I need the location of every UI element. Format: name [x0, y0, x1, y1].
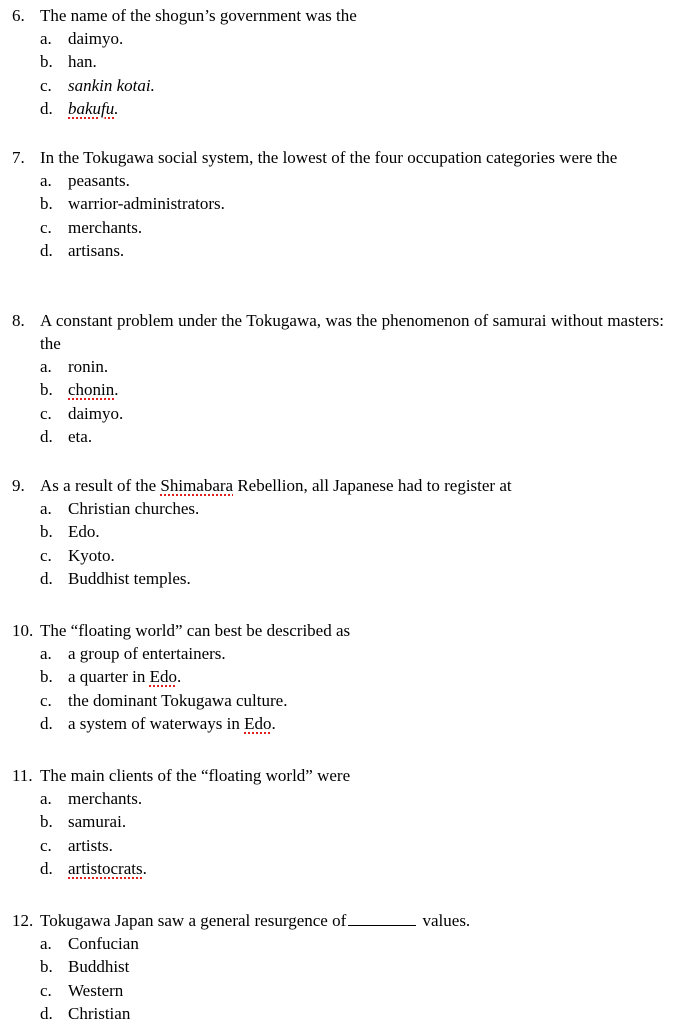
option-b [0, 520, 688, 543]
misspelled-word[interactable]: artistocrats [68, 859, 143, 879]
question-11 [0, 764, 688, 881]
option-c [0, 544, 688, 567]
option-letter: d. [40, 569, 53, 589]
option-d [0, 712, 688, 735]
question-text [40, 909, 470, 932]
question-number: 7. [12, 148, 25, 167]
option-text: han. [68, 52, 97, 72]
option-text: peasants. [68, 171, 130, 190]
option-letter: b. [40, 667, 53, 687]
option-letter: c. [40, 835, 52, 855]
option-letter: a. [40, 357, 52, 376]
misspelled-word[interactable]: bakufu [68, 99, 115, 119]
option-letter: d. [40, 99, 53, 119]
fill-in-blank[interactable] [348, 911, 416, 926]
option-text: the dominant Tokugawa culture. [68, 690, 288, 710]
option-text: merchants. [68, 217, 143, 237]
option-text: artisans. [68, 241, 125, 261]
option-text: a group of entertainers. [68, 644, 226, 663]
option-letter: b. [40, 380, 53, 400]
option-letter: b. [40, 52, 53, 72]
option-text [68, 712, 276, 735]
option-letter: a. [40, 29, 52, 48]
option-text [68, 857, 147, 880]
option-d [0, 857, 688, 880]
option-c [0, 979, 688, 1002]
question-10 [0, 619, 688, 736]
question-number: 9. [12, 476, 25, 495]
option-d [0, 239, 688, 262]
option-letter: a. [40, 789, 52, 808]
question-8 [0, 309, 688, 449]
option-c [0, 402, 688, 425]
option-letter: b. [40, 957, 53, 977]
question-text-part: Rebellion, all Japanese had to register at [233, 476, 512, 495]
option-text: Christian churches. [68, 499, 200, 518]
question-number: 12. [12, 911, 34, 930]
misspelled-word[interactable]: chonin [68, 380, 115, 400]
option-text [68, 378, 119, 401]
option-letter: a. [40, 499, 52, 518]
question-number: 11. [12, 766, 33, 785]
option-text: samurai. [68, 812, 127, 832]
option-punct: . [271, 714, 276, 734]
option-c [0, 216, 688, 239]
option-b [0, 810, 688, 833]
option-c [0, 74, 688, 97]
question-number: 10. [12, 621, 34, 640]
misspelled-word[interactable]: Edo [149, 667, 178, 687]
option-letter: c. [40, 690, 52, 710]
option-a [0, 355, 688, 378]
option-punct: . [142, 859, 147, 879]
question-text [40, 474, 512, 497]
option-letter: b. [40, 812, 53, 832]
option-b [0, 378, 688, 401]
option-letter: a. [40, 171, 52, 190]
option-c [0, 689, 688, 712]
option-b [0, 665, 688, 688]
question-text: The “floating world” can best be described as [40, 621, 351, 640]
option-a [0, 787, 688, 810]
option-text [68, 97, 119, 120]
option-b [0, 50, 688, 73]
misspelled-word[interactable]: Shimabara [160, 476, 234, 495]
option-c [0, 834, 688, 857]
question-text-part: values. [422, 911, 471, 930]
option-text: Edo. [68, 522, 100, 542]
option-text: sankin kotai. [68, 75, 155, 95]
option-b [0, 955, 688, 978]
option-letter: c. [40, 217, 52, 237]
option-letter: d. [40, 714, 53, 734]
option-text: warrior-administrators. [68, 194, 225, 214]
question-text: A constant problem under the Tokugawa, was the phenomenon of samurai without masters: the [40, 311, 664, 353]
option-a [0, 642, 688, 665]
option-letter: d. [40, 1004, 53, 1024]
question-text: The name of the shogun’s government was the [40, 6, 357, 25]
question-12 [0, 909, 688, 1026]
option-punct: . [114, 380, 119, 400]
option-letter: a. [40, 644, 52, 663]
option-letter: b. [40, 522, 53, 542]
option-letter: c. [40, 75, 52, 95]
question-9 [0, 474, 688, 591]
option-text: Christian [68, 1004, 131, 1024]
option-punct: . [177, 667, 182, 687]
option-text: Buddhist [68, 957, 130, 977]
question-6 [0, 4, 688, 121]
option-d [0, 567, 688, 590]
option-letter: a. [40, 934, 52, 953]
option-letter: c. [40, 980, 52, 1000]
option-text: artists. [68, 835, 113, 855]
option-letter: c. [40, 403, 52, 423]
option-b [0, 192, 688, 215]
question-7 [0, 146, 688, 263]
option-a [0, 932, 688, 955]
option-text: daimyo. [68, 403, 124, 423]
option-text-part: a quarter in [68, 667, 150, 687]
option-text: Buddhist temples. [68, 569, 191, 589]
question-number: 8. [12, 311, 25, 330]
option-text: merchants. [68, 789, 143, 808]
option-text [68, 665, 181, 688]
option-text: ronin. [68, 357, 109, 376]
option-text: Kyoto. [68, 545, 115, 565]
question-text-part: Tokugawa Japan saw a general resurgence of [40, 911, 347, 930]
option-letter: d. [40, 859, 53, 879]
option-text: Confucian [68, 934, 139, 953]
option-text: eta. [68, 427, 93, 447]
question-text-part: As a result of the [40, 476, 161, 495]
option-text: Western [68, 980, 124, 1000]
option-a [0, 169, 688, 192]
question-number: 6. [12, 6, 25, 25]
option-letter: d. [40, 241, 53, 261]
option-a [0, 27, 688, 50]
option-d [0, 1002, 688, 1025]
option-punct: . [114, 99, 119, 119]
option-letter: c. [40, 545, 52, 565]
question-text: In the Tokugawa social system, the lowest of the four occupation categories were the [40, 148, 618, 167]
option-a [0, 497, 688, 520]
option-d [0, 425, 688, 448]
option-letter: d. [40, 427, 53, 447]
option-letter: b. [40, 194, 53, 214]
question-text: The main clients of the “floating world” were [40, 766, 351, 785]
misspelled-word[interactable]: Edo [244, 714, 272, 734]
option-text-part: a system of waterways in [68, 714, 245, 734]
option-text: daimyo. [68, 29, 124, 48]
option-d [0, 97, 688, 120]
